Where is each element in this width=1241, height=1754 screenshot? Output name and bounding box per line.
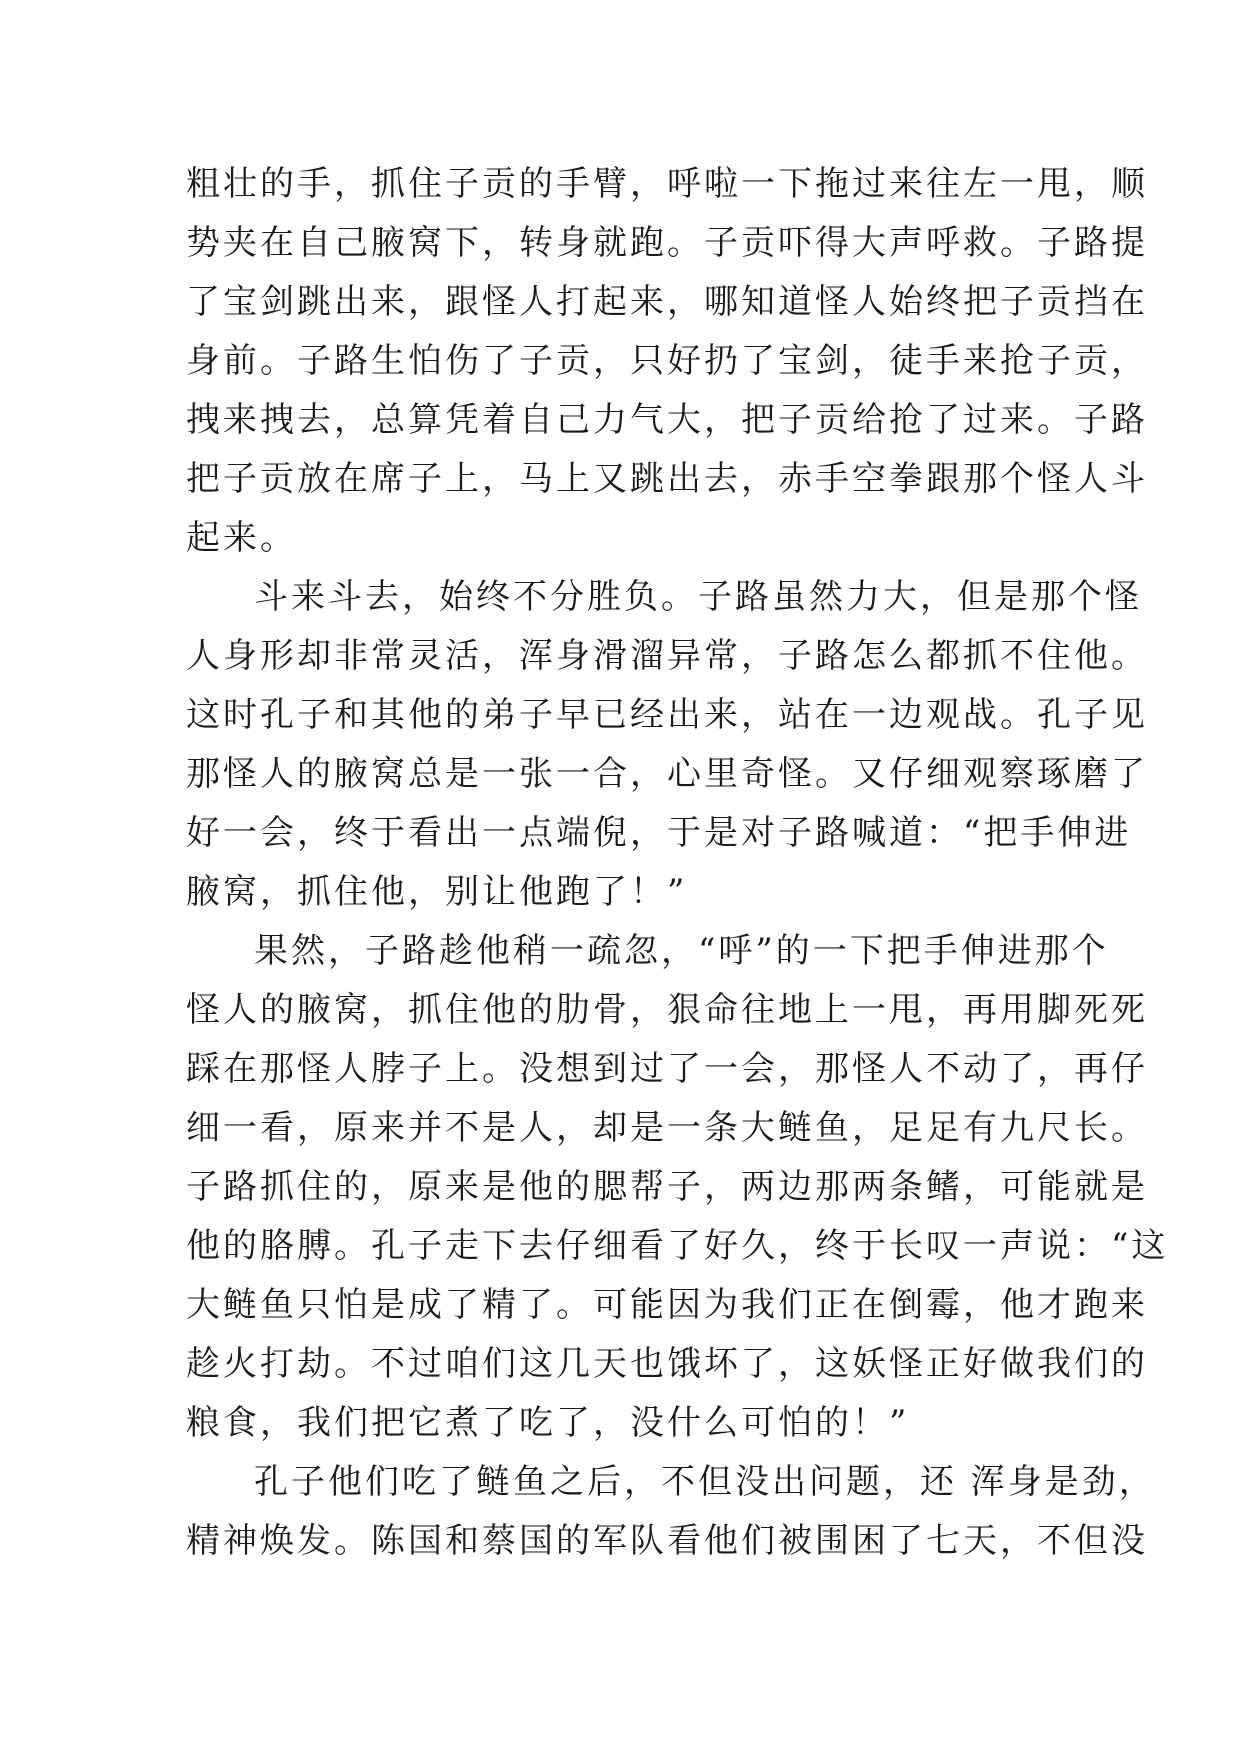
text-line: 起来。 [186,518,297,558]
text-line: 腋窝，抓住他，别让他跑了！” [186,872,688,912]
text-line: 把子贡放在席子上，马上又跳出去，赤手空拳跟那个怪人斗 [186,459,1148,499]
text-line: 大鲢鱼只怕是成了精了。可能因为我们正在倒霉，他才跑来 [186,1285,1148,1325]
text-line: 细一看，原来并不是人，却是一条大鲢鱼，足足有九尺长。 [186,1108,1148,1148]
text-line: 好一会，终于看出一点端倪，于是对子路喊道：“把手伸进 [186,813,1132,853]
text-line: 拽来拽去，总算凭着自己力气大，把子贡给抢了过来。子路 [186,400,1148,440]
text-line: 踩在那怪人脖子上。没想到过了一会，那怪人不动了，再仔 [186,1049,1148,1089]
text-line: 他的胳膊。孔子走下去仔细看了好久，终于长叹一声说：“这 [186,1226,1169,1266]
text-line: 果然，子路趁他稍一疏忽，“呼”的一下把手伸进那个 [254,931,1109,971]
text-line: 人身形却非常灵活，浑身滑溜异常，子路怎么都抓不住他。 [186,636,1148,676]
text-line: 孔子他们吃了鲢鱼之后，不但没出问题，还 浑身是劲， [254,1462,1156,1502]
body-text [186,155,1169,1571]
text-line: 了宝剑跳出来，跟怪人打起来，哪知道怪人始终把子贡挡在 [186,282,1148,322]
text-line: 那怪人的腋窝总是一张一合，心里奇怪。又仔细观察琢磨了 [186,754,1148,794]
text-line: 怪人的腋窝，抓住他的肋骨，狠命往地上一甩，再用脚死死 [186,990,1148,1030]
text-line: 这时孔子和其他的弟子早已经出来，站在一边观战。孔子见 [186,695,1148,735]
text-line: 精神焕发。陈国和蔡国的军队看他们被围困了七天，不但没 [186,1521,1148,1561]
text-line: 子路抓住的，原来是他的腮帮子，两边那两条鳍，可能就是 [186,1167,1148,1207]
text-line: 粗壮的手，抓住子贡的手臂，呼啦一下拖过来往左一甩，顺 [186,164,1148,204]
text-line: 势夹在自己腋窝下，转身就跑。子贡吓得大声呼救。子路提 [186,223,1148,263]
text-line: 斗来斗去，始终不分胜负。子路虽然力大，但是那个怪 [254,577,1142,617]
text-line: 粮食，我们把它煮了吃了，没什么可怕的！” [186,1403,910,1443]
text-line: 趁火打劫。不过咱们这几天也饿坏了，这妖怪正好做我们的 [186,1344,1148,1384]
text-line: 身前。子路生怕伤了子贡，只好扔了宝剑，徒手来抢子贡， [186,341,1148,381]
